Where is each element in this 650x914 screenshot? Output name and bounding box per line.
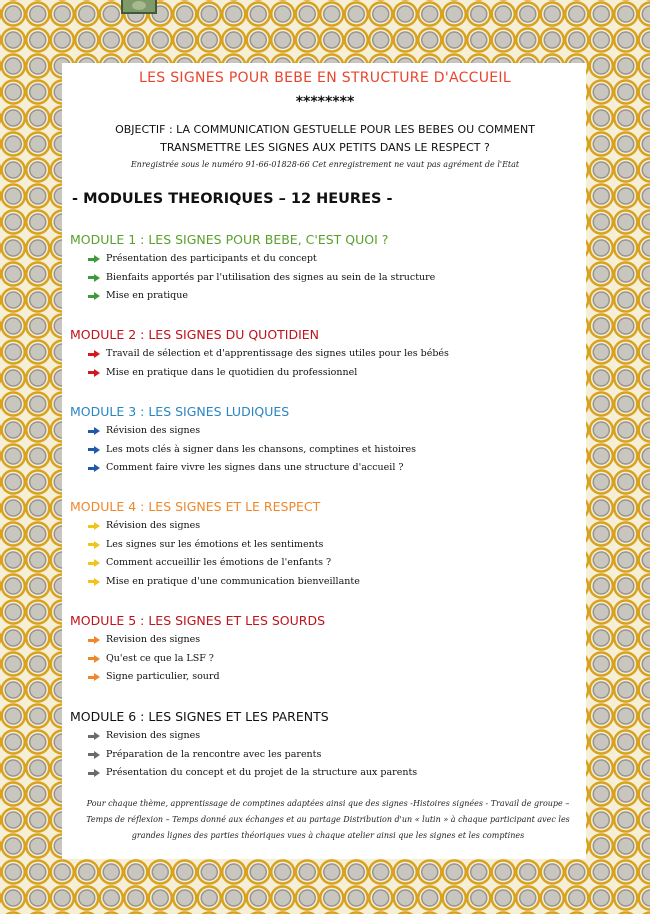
- objective-text: OBJECTIF : LA COMMUNICATION GESTUELLE POUR LES BEBES OU COMMENT TRANSMETTRE LES SIGNES AUX PETITS DANS LE RESPECT ?: [115, 123, 535, 154]
- list-item: [88, 668, 220, 687]
- list-item: [88, 554, 360, 573]
- document-title: LES SIGNES POUR BEBE EN STRUCTURE D'ACCUEIL: [139, 70, 511, 86]
- registration-note: Enregistrée sous le numéro 91-66-01828-66 Cet enregistrement ne vaut pas agrément de l'Etat: [130, 160, 520, 169]
- module-6-title: MODULE 6 : LES SIGNES ET LES PARENTS: [70, 709, 329, 724]
- list-item: [88, 517, 360, 536]
- arrow-right-icon: [88, 292, 100, 300]
- list-item: [88, 536, 360, 555]
- module-5-title: MODULE 5 : LES SIGNES ET LES SOURDS: [70, 613, 326, 628]
- module-4-title: MODULE 4 : LES SIGNES ET LE RESPECT: [70, 499, 321, 514]
- arrow-right-icon: [88, 655, 100, 663]
- module-6-items: [88, 727, 417, 783]
- list-item: [88, 422, 416, 441]
- arrow-right-icon: [88, 350, 100, 358]
- list-item-label: Préparation de la rencontre avec les parents: [106, 748, 322, 760]
- list-item-label: Comment accueillir les émotions de l'enfants ?: [106, 557, 332, 568]
- list-item: [88, 250, 435, 269]
- list-item-label: Bienfaits apportés par l'utilisation des signes au sein de la structure: [106, 271, 436, 283]
- list-item: [88, 287, 435, 306]
- list-item: [88, 573, 360, 592]
- arrow-right-icon: [88, 751, 100, 759]
- module-2-items: [88, 345, 449, 382]
- arrow-right-icon: [88, 769, 100, 777]
- arrow-right-icon: [88, 522, 100, 530]
- module-1-items: [88, 250, 435, 306]
- list-item-label: Révision des signes: [106, 520, 201, 531]
- list-item-label: Révision des signes: [106, 425, 201, 436]
- arrow-right-icon: [88, 673, 100, 681]
- list-item-label: Signe particulier, sourd: [106, 671, 220, 682]
- list-item-label: Mise en pratique d'une communication bienveillante: [106, 575, 360, 587]
- list-item-label: Mise en pratique: [106, 290, 189, 301]
- list-item: [88, 631, 220, 650]
- arrow-right-icon: [88, 732, 100, 740]
- list-item: [88, 459, 416, 478]
- list-item-label: Revision des signes: [106, 730, 201, 741]
- list-item-label: Mise en pratique dans le quotidien du professionnel: [106, 366, 358, 378]
- list-item: [88, 345, 449, 364]
- arrow-right-icon: [88, 274, 100, 282]
- list-item-label: Présentation des participants et du concept: [106, 253, 317, 264]
- arrow-right-icon: [88, 636, 100, 644]
- arrow-right-icon: [88, 369, 100, 377]
- module-3-title: MODULE 3 : LES SIGNES LUDIQUES: [70, 404, 290, 419]
- list-item: [88, 746, 417, 765]
- arrow-right-icon: [88, 427, 100, 435]
- title-separator: ********: [295, 94, 355, 110]
- list-item: [88, 269, 435, 288]
- module-2-title: MODULE 2 : LES SIGNES DU QUOTIDIEN: [70, 327, 320, 342]
- list-item-label: Revision des signes: [106, 634, 201, 645]
- arrow-right-icon: [88, 464, 100, 472]
- arrow-right-icon: [88, 541, 100, 549]
- module-3-items: [88, 422, 416, 478]
- footer-note: Pour chaque thème, apprentissage de comptines adaptées ainsi que des signes -Histoires signées - Travail de groupe – Temps de réflexion – Temps donné aux échanges et au partage Distribution d'un « lutin » à chaque participant avec les grandes lignes des parties théoriques vues à chaque atelier ainsi que les signes et les comptines: [86, 799, 570, 840]
- module-4-items: [88, 517, 360, 591]
- list-item-label: Travail de sélection et d'apprentissage des signes utiles pour les bébés: [106, 348, 449, 359]
- arrow-right-icon: [88, 446, 100, 454]
- list-item-label: Qu'est ce que la LSF ?: [106, 652, 214, 664]
- list-item: [88, 727, 417, 746]
- list-item-label: Présentation du concept et du projet de la structure aux parents: [106, 767, 418, 778]
- arrow-right-icon: [88, 578, 100, 586]
- module-5-items: [88, 631, 220, 687]
- section-heading: - MODULES THEORIQUES – 12 HEURES -: [72, 191, 393, 207]
- list-item-label: Comment faire vivre les signes dans une structure d'accueil ?: [106, 462, 404, 473]
- arrow-right-icon: [88, 559, 100, 567]
- module-1-title: MODULE 1 : LES SIGNES POUR BEBE, C'EST QUOI ?: [70, 232, 389, 247]
- list-item-label: Les mots clés à signer dans les chansons, comptines et histoires: [106, 443, 417, 455]
- list-item: [88, 650, 220, 669]
- list-item: [88, 764, 417, 783]
- list-item: [88, 441, 416, 460]
- list-item-label: Les signes sur les émotions et les sentiments: [106, 538, 324, 550]
- arrow-right-icon: [88, 255, 100, 263]
- top-emblem: [121, 0, 157, 14]
- list-item: [88, 364, 449, 383]
